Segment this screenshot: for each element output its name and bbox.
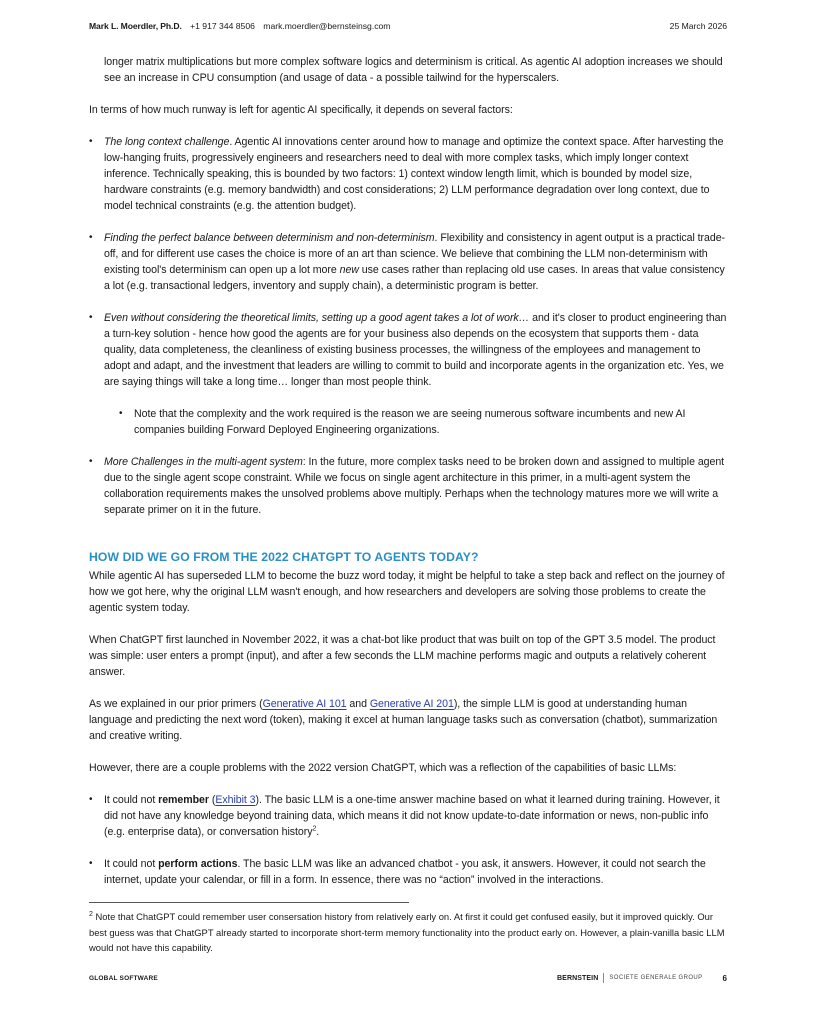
footer-section-name: GLOBAL SOFTWARE [89,974,158,982]
factor-lead: Even without considering the theoretical limits, setting up a good agent takes a lot of work… [104,312,530,324]
author-name: Mark L. Moerdler, Ph.D. [89,21,182,31]
link-generative-ai-101[interactable]: Generative AI 101 [262,698,347,710]
paragraph: However, there are a couple problems with the 2022 version ChatGPT, which was a reflection of the capabilities of basic LLMs: [89,762,677,774]
author-email: mark.moerdler@bernsteinsg.com [263,21,391,31]
report-date: 25 March 2026 [669,21,727,31]
factor-item [89,310,729,438]
section-heading: HOW DID WE GO FROM THE 2022 CHATGPT TO AGENTS TODAY? [89,550,479,564]
text: ), the simple LLM is good at understanding human language and predicting the next word (token), making it excel at human language tasks such as conversation (chatbot), summarization and creative writing. [89,698,718,742]
text: and [346,698,370,710]
paragraph [89,696,729,744]
logo-divider [603,973,604,983]
footnote-ref[interactable]: 2 [312,825,317,833]
bernstein-logo: BERNSTEIN [557,974,599,982]
text: ). The basic LLM is a one-time answer machine based on what it learned during training. However, it did not have any knowledge beyond training data, which means it did not know update-to-date information or news, non-public info (e.g. enterprise data), or conversation history [104,794,720,838]
factor-text: and it's closer to product engineering than a turn-key solution - hence how good the agents are for your business also depends on the ecosystem that supports them - data quality, data completeness, the cleanliness of existing business processes, the willingness of the employees and management to adopt and adapt, and the investment that leaders are willing to commit to build and incorporate agents in the organization etc. Yes, we are saying things will take a long time… longer than most people think. [104,312,727,388]
factor-sublist [104,406,729,438]
page-footer [89,973,727,983]
text: . [316,826,320,838]
text: . The basic LLM was like an advanced chatbot - you ask, it answers. However, it could not search the internet, update your calendar, or fill in a form. In essence, there was no “action” involved in the interactions. [104,858,706,886]
emphasis: new [339,264,359,276]
factor-text: : In the future, more complex tasks need to be broken down and assigned to multiple agent due to the single agent scope constraint. While we focus on single agent architecture in this primer, in a multi-agent system the collaboration requirements makes the unsolved problems above multiply. Perhaps when the technology matures more we will write a separate primer on it in the future. [104,456,725,516]
factor-lead: The long context challenge [104,136,230,148]
factor-text: use cases rather than replacing old use cases. In areas that value consistency a lot (e.g. transactional ledgers, inventory and supply chain), a deterministic program is better. [104,264,725,292]
footnote-divider [89,902,409,903]
bold-term: perform actions [158,858,238,870]
text: ( [208,794,216,806]
text: As we explained in our prior primers ( [89,698,263,710]
paragraph: While agentic AI has superseded LLM to become the buzz word today, it might be helpful to take a step back and reflect on the journey of how we got here, why the original LLM wasn't enough, and how researchers and developers are solving those problems to create the agentic system today. [89,570,725,614]
factors-intro: In terms of how much runway is left for agentic AI specifically, it depends on several factors: [89,104,513,116]
footnote [89,909,729,956]
problems-list [89,792,729,888]
problem-item [89,792,729,840]
factor-item [89,454,729,518]
factor-subitem: • Note that the complexity and the work required is the reason we are seeing numerous software incumbents and new AI companies building Forward Deployed Engineering organizations. [119,406,729,438]
footnote-text: Note that ChatGPT could remember user consersation history from relatively early on. At first it could get confused easily, but it improved quickly. Our best guess was that ChatGPT already started to incorporate short-term memory functionality into the product early on. However, a plain-vanilla basic LLM would not have this capability. [89,911,725,954]
factor-text: . Agentic AI innovations center around how to manage and optimize the context space. After harvesting the low-hanging fruits, progressively engineers and researchers need to deal with more complex tasks, which imply longer context inference. Technically speaking, this is bounded by two factors: 1) context window length limit, which is bounded by model size, hardware constraints (e.g. memory bandwidth) and cost considerations; 2) LLM performance degradation over long context, due to model technical constraints (e.g. the attention budget). [104,136,724,212]
link-generative-ai-201[interactable]: Generative AI 201 [369,698,454,710]
group-name: SOCIETE GENERALE GROUP [609,975,703,981]
text: It could not [104,858,159,870]
page-number: 6 [722,973,727,983]
footer-branding [557,973,727,983]
page-header [89,21,727,31]
factor-text: . Flexibility and consistency in agent output is a practical trade-off, and for different use cases the choice is more of an art than science. We believe that combining the LLM non-determinism with existing tool's determinism can open up a lot more [104,232,726,276]
problem-item [89,856,729,888]
factor-lead: Finding the perfect balance between determinism and non-determinism [104,232,435,244]
factors-list [89,134,729,518]
bold-term: remember [158,794,209,806]
paragraph: When ChatGPT first launched in November 2022, it was a chat-bot like product that was built on top of the GPT 3.5 model. The product was simple: user enters a prompt (input), and after a few seconds the LLM machine performs magic and outputs a relatively coherent answer. [89,634,716,678]
footnote-number: 2 [89,910,93,918]
factor-item [89,134,729,214]
author-contact [89,21,396,31]
continued-paragraph: longer matrix multiplications but more complex software logics and determinism is critical. As agentic AI adoption increases we should see an increase in CPU consumption (and usage of data - a possible tailwind for the hyperscalers. [104,56,723,84]
factor-item [89,230,729,294]
factor-lead: More Challenges in the multi-agent system [104,456,303,468]
main-content [89,54,729,904]
text: It could not [104,794,159,806]
author-phone: +1 917 344 8506 [190,21,255,31]
link-exhibit-3[interactable]: Exhibit 3 [215,794,256,806]
